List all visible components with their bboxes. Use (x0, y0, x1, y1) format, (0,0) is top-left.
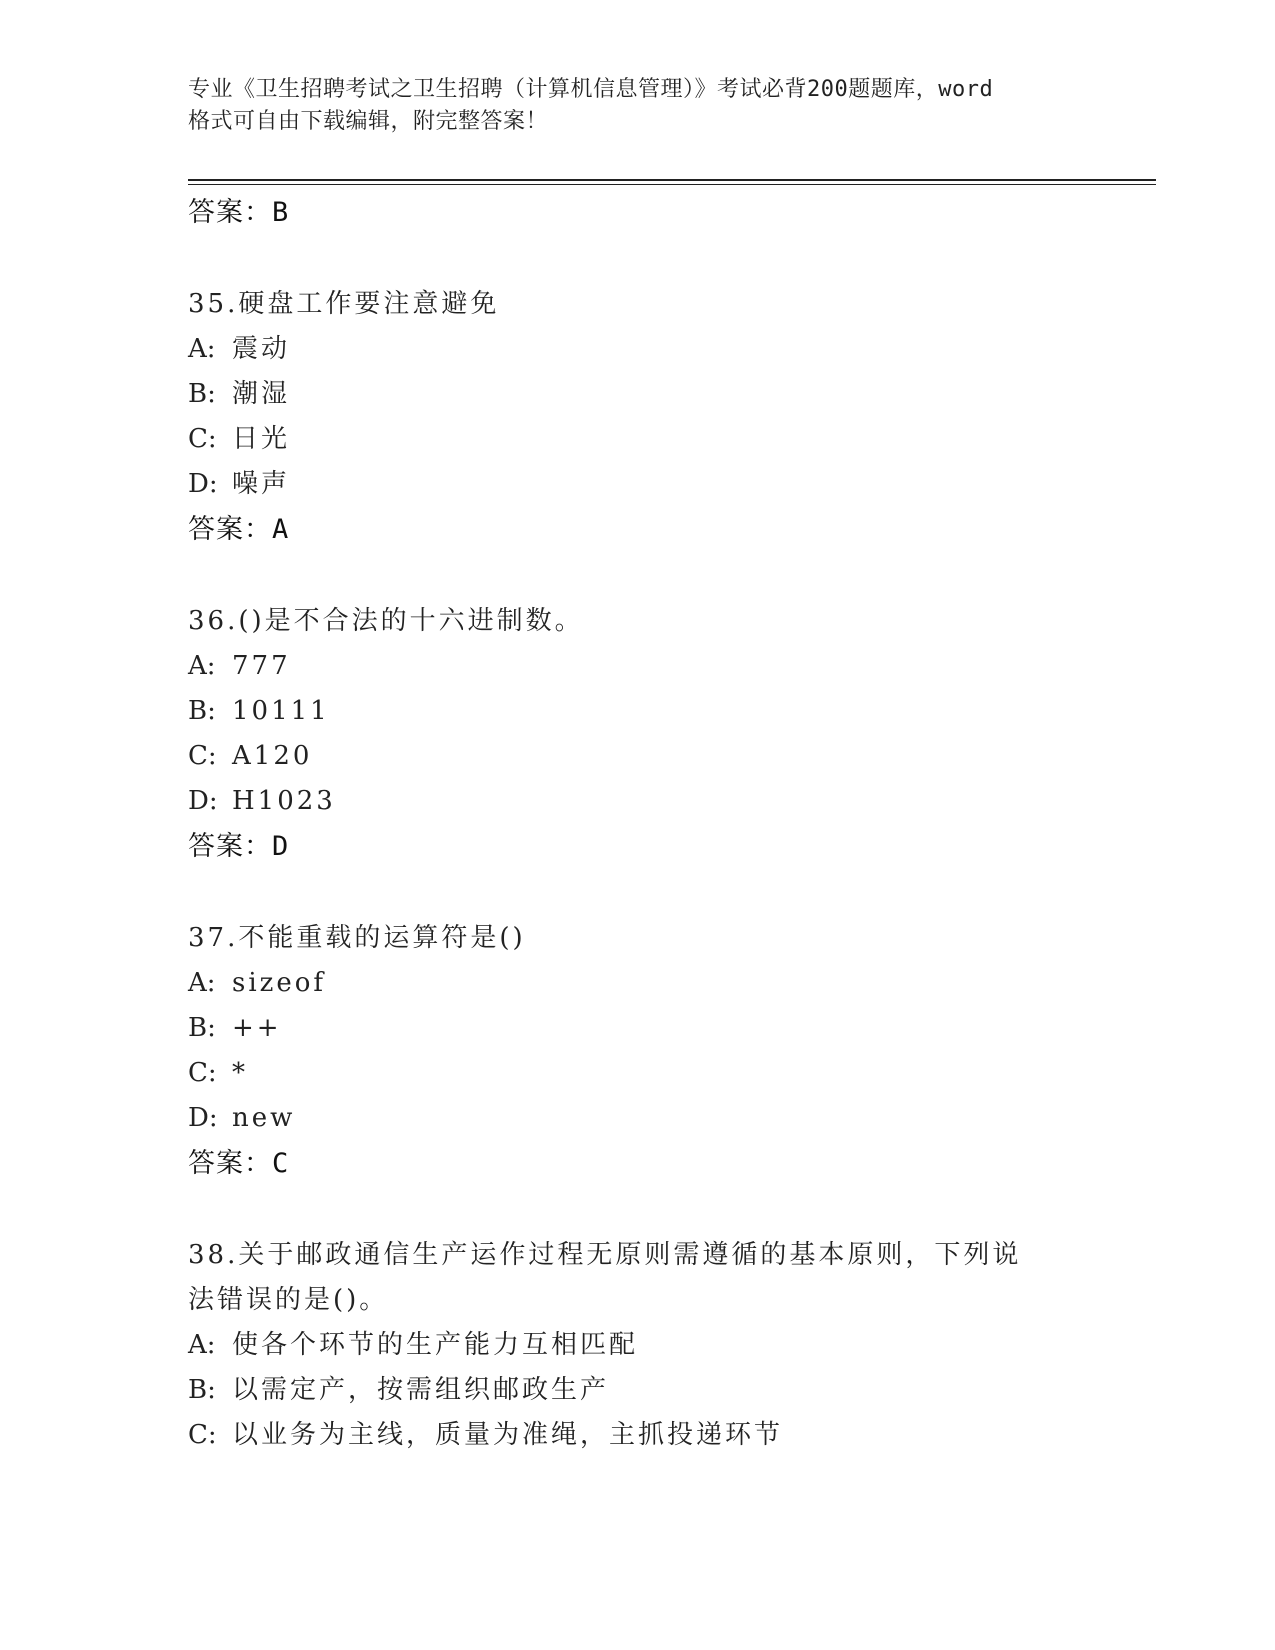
option-c (188, 1051, 1088, 1096)
option-text: ++ (232, 1013, 282, 1043)
option-letter: B: (188, 696, 216, 726)
option-letter: D: (188, 1103, 218, 1133)
question-item (188, 916, 1088, 1187)
option-text: 以需定产，按需组织邮政生产 (232, 1375, 610, 1405)
option-c (188, 417, 1088, 462)
option-b (188, 1368, 1088, 1413)
option-d (188, 779, 1088, 824)
option-b (188, 1006, 1088, 1051)
option-c (188, 1413, 1088, 1458)
question-stem: 38.关于邮政通信生产运作过程无原则需遵循的基本原则，下列说法错误的是()。 (188, 1240, 1022, 1315)
option-text: H1023 (232, 786, 336, 816)
question-stem: 35.硬盘工作要注意避免 (188, 289, 500, 319)
header-line-1: 专业《卫生招聘考试之卫生招聘（计算机信息管理）》考试必背200题题库，word (188, 77, 994, 102)
question-list (188, 190, 1088, 1458)
question-item (188, 1233, 1088, 1458)
option-c (188, 734, 1088, 779)
option-text: 潮湿 (232, 379, 291, 409)
option-d (188, 1096, 1088, 1141)
option-letter: A: (188, 334, 216, 364)
option-a (188, 644, 1088, 689)
option-text: * (232, 1058, 248, 1088)
header-divider-thin (188, 184, 1156, 185)
option-b (188, 372, 1088, 417)
header-line-2: 格式可自由下载编辑，附完整答案！ (188, 109, 549, 134)
option-a (188, 327, 1088, 372)
document-header (188, 74, 1088, 138)
question-stem: 36.()是不合法的十六进制数。 (188, 606, 584, 636)
option-letter: C: (188, 1420, 217, 1450)
option-text: 777 (232, 651, 291, 681)
option-text: A120 (232, 741, 313, 771)
option-letter: D: (188, 469, 218, 499)
answer-line: 答案：B (188, 197, 290, 228)
question-item (188, 599, 1088, 870)
answer-line: 答案：C (188, 1148, 290, 1179)
answer-line: 答案：D (188, 831, 290, 862)
option-a (188, 961, 1088, 1006)
question-item (188, 282, 1088, 553)
option-text: 10111 (232, 696, 330, 726)
option-text: sizeof (232, 968, 327, 998)
option-letter: A: (188, 968, 216, 998)
option-letter: A: (188, 1330, 216, 1360)
option-text: 震动 (232, 334, 291, 364)
option-text: 日光 (232, 424, 291, 454)
option-text: new (232, 1103, 296, 1133)
option-text: 以业务为主线，质量为准绳，主抓投递环节 (232, 1420, 784, 1450)
question-stem: 37.不能重载的运算符是() (188, 923, 526, 953)
option-b (188, 689, 1088, 734)
option-letter: A: (188, 651, 216, 681)
option-letter: D: (188, 786, 218, 816)
option-text: 噪声 (232, 469, 291, 499)
option-text: 使各个环节的生产能力互相匹配 (232, 1330, 639, 1360)
option-letter: C: (188, 741, 217, 771)
answer-line: 答案：A (188, 514, 290, 545)
option-letter: C: (188, 1058, 217, 1088)
header-divider-thick (188, 179, 1156, 181)
option-letter: B: (188, 379, 216, 409)
option-letter: B: (188, 1013, 216, 1043)
option-letter: C: (188, 424, 217, 454)
option-letter: B: (188, 1375, 216, 1405)
option-d (188, 462, 1088, 507)
option-a (188, 1323, 1088, 1368)
